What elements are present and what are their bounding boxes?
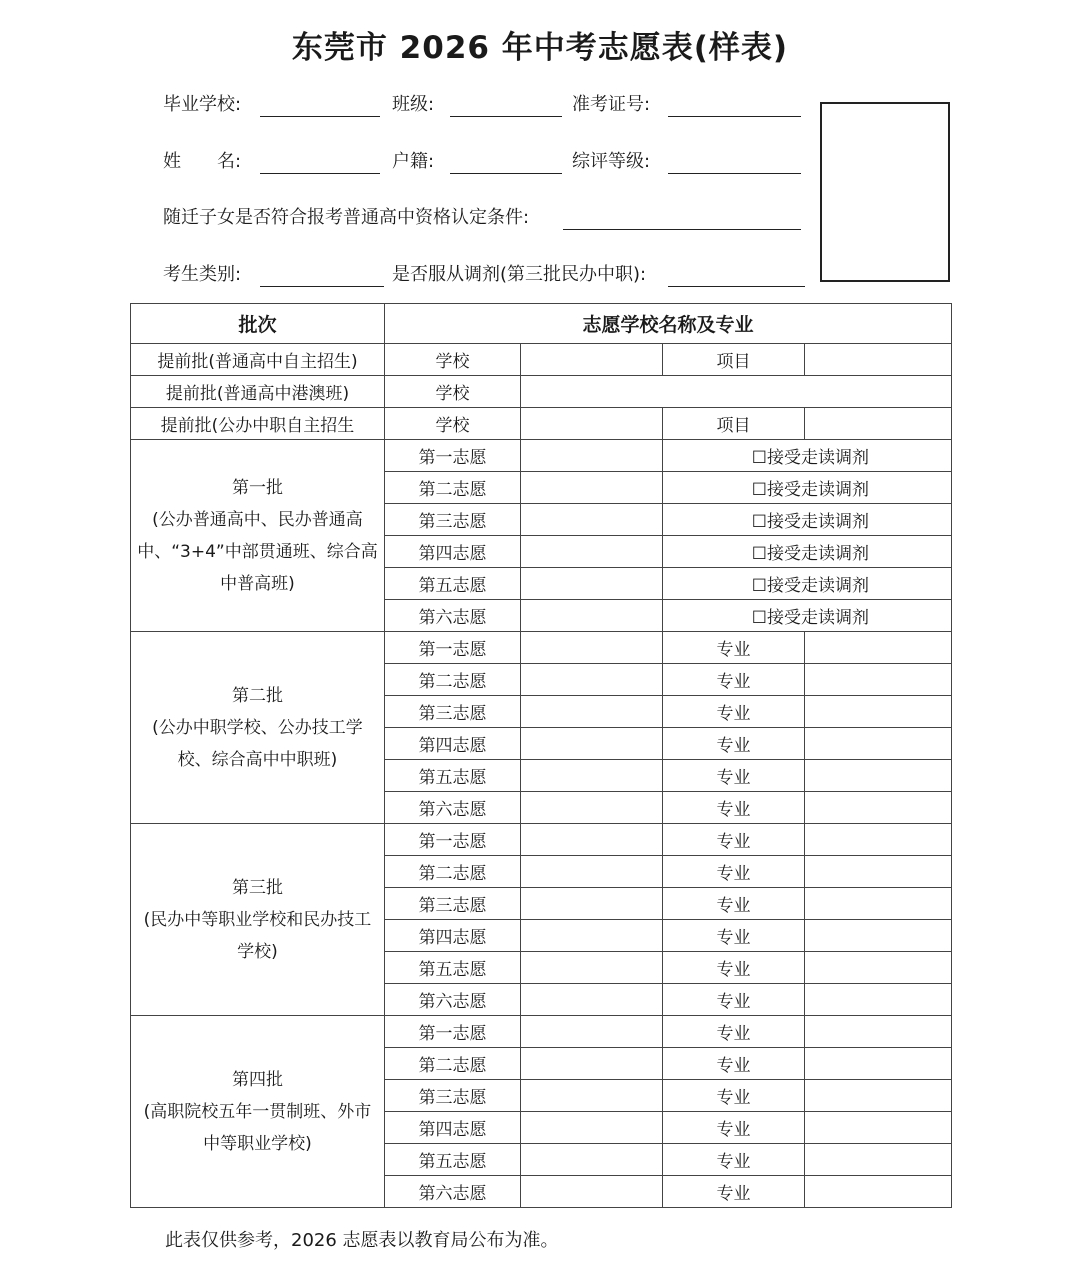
school-cell[interactable]	[521, 1016, 663, 1048]
choice-label: 第六志愿	[385, 1176, 521, 1208]
school-cell[interactable]	[521, 856, 663, 888]
major-label: 专业	[663, 888, 805, 920]
school-label: 学校	[385, 344, 521, 376]
major-label: 专业	[663, 984, 805, 1016]
major-label: 专业	[663, 824, 805, 856]
choice-label: 第六志愿	[385, 792, 521, 824]
item-cell[interactable]	[805, 408, 952, 440]
school-cell[interactable]	[521, 408, 663, 440]
choice-label: 第一志愿	[385, 824, 521, 856]
hukou-label: 户籍:	[392, 151, 435, 172]
major-cell[interactable]	[805, 1112, 952, 1144]
adjust-label: 是否服从调剂(第三批民办中职):	[392, 264, 647, 285]
choice-label: 第三志愿	[385, 1080, 521, 1112]
school-cell[interactable]	[521, 344, 663, 376]
batch2-cell	[131, 632, 385, 824]
accept-commute-checkbox[interactable]: ☐接受走读调剂	[663, 536, 952, 568]
major-cell[interactable]	[805, 632, 952, 664]
choice-label: 第六志愿	[385, 984, 521, 1016]
class-label: 班级:	[392, 94, 435, 115]
school-cell[interactable]	[521, 984, 663, 1016]
choice-label: 第三志愿	[385, 888, 521, 920]
page-title: 东莞市 2026 年中考志愿表(样表)	[291, 30, 789, 66]
choice-label: 第五志愿	[385, 760, 521, 792]
choice-label: 第四志愿	[385, 536, 521, 568]
early-row-2	[131, 376, 952, 408]
choice-label: 第一志愿	[385, 632, 521, 664]
school-cell[interactable]	[521, 952, 663, 984]
major-cell[interactable]	[805, 920, 952, 952]
choice-label: 第一志愿	[385, 440, 521, 472]
choice-label: 第五志愿	[385, 568, 521, 600]
class-field[interactable]	[450, 116, 562, 117]
choice-label: 第四志愿	[385, 728, 521, 760]
major-label: 专业	[663, 760, 805, 792]
item-label: 项目	[663, 408, 805, 440]
school-cell[interactable]	[521, 536, 663, 568]
major-label: 专业	[663, 728, 805, 760]
major-label: 专业	[663, 1176, 805, 1208]
school-cell[interactable]	[521, 1080, 663, 1112]
migrant-field[interactable]	[563, 229, 801, 230]
major-cell[interactable]	[805, 824, 952, 856]
school-field[interactable]	[260, 116, 380, 117]
major-label: 专业	[663, 1112, 805, 1144]
major-cell[interactable]	[805, 1048, 952, 1080]
major-cell[interactable]	[805, 1080, 952, 1112]
major-cell[interactable]	[805, 888, 952, 920]
batch1-desc: (公办普通高中、民办普通高中、“3+4”中部贯通班、综合高中普高班)	[137, 509, 378, 594]
major-cell[interactable]	[805, 792, 952, 824]
batch3-desc: (民办中等职业学校和民办技工学校)	[143, 909, 372, 962]
major-cell[interactable]	[805, 728, 952, 760]
batch1-name: 第一批	[232, 477, 283, 498]
batch3-name: 第三批	[232, 877, 283, 898]
major-label: 专业	[663, 1048, 805, 1080]
choice-label: 第一志愿	[385, 1016, 521, 1048]
choice-label: 第三志愿	[385, 504, 521, 536]
choice-label: 第二志愿	[385, 1048, 521, 1080]
major-cell[interactable]	[805, 856, 952, 888]
school-cell[interactable]	[521, 664, 663, 696]
table-header-row	[131, 304, 952, 344]
category-label: 考生类别:	[163, 264, 242, 285]
choice-table	[130, 303, 952, 1208]
school-cell[interactable]	[521, 600, 663, 632]
school-cell[interactable]	[521, 824, 663, 856]
major-cell[interactable]	[805, 952, 952, 984]
school-cell[interactable]	[521, 728, 663, 760]
batch4-row	[131, 1016, 952, 1048]
name-label: 姓 名:	[163, 151, 242, 172]
school-cell[interactable]	[521, 1144, 663, 1176]
major-cell[interactable]	[805, 664, 952, 696]
footnote: 此表仅供参考，2026 志愿表以教育局公布为准。	[165, 1230, 559, 1251]
major-cell[interactable]	[805, 1016, 952, 1048]
school-cell[interactable]	[521, 568, 663, 600]
school-label: 学校	[385, 408, 521, 440]
choice-label: 第二志愿	[385, 664, 521, 696]
school-cell[interactable]	[521, 920, 663, 952]
early-row-3	[131, 408, 952, 440]
choice-label: 第二志愿	[385, 472, 521, 504]
grade-field[interactable]	[668, 173, 801, 174]
early-batch-name: 提前批(普通高中自主招生)	[131, 344, 385, 376]
school-label: 毕业学校:	[163, 94, 242, 115]
batch2-desc: (公办中职学校、公办技工学校、综合高中中职班)	[152, 717, 363, 770]
major-label: 专业	[663, 632, 805, 664]
major-cell[interactable]	[805, 984, 952, 1016]
school-cell[interactable]	[521, 504, 663, 536]
batch4-desc: (高职院校五年一贯制班、外市中等职业学校)	[143, 1101, 372, 1154]
school-cell[interactable]	[521, 760, 663, 792]
batch1-row	[131, 440, 952, 472]
item-label: 项目	[663, 344, 805, 376]
major-label: 专业	[663, 920, 805, 952]
major-cell[interactable]	[805, 1176, 952, 1208]
school-cell[interactable]	[521, 1048, 663, 1080]
major-label: 专业	[663, 792, 805, 824]
major-cell[interactable]	[805, 1144, 952, 1176]
school-cell[interactable]	[521, 440, 663, 472]
school-cell[interactable]	[521, 1112, 663, 1144]
choice-label: 第三志愿	[385, 696, 521, 728]
choice-label: 第四志愿	[385, 920, 521, 952]
school-cell[interactable]	[521, 696, 663, 728]
hukou-field[interactable]	[450, 173, 562, 174]
header-batch: 批次	[131, 304, 385, 344]
choice-label: 第五志愿	[385, 1144, 521, 1176]
photo-box	[820, 102, 950, 282]
major-label: 专业	[663, 664, 805, 696]
item-cell[interactable]	[805, 344, 952, 376]
school-cell[interactable]	[521, 632, 663, 664]
grade-label: 综评等级:	[572, 151, 651, 172]
exam-no-field[interactable]	[668, 116, 801, 117]
early-batch-name: 提前批(普通高中港澳班)	[131, 376, 385, 408]
batch3-row	[131, 824, 952, 856]
adjust-field[interactable]	[668, 286, 805, 287]
batch2-name: 第二批	[232, 685, 283, 706]
accept-commute-checkbox[interactable]: ☐接受走读调剂	[663, 568, 952, 600]
school-cell[interactable]	[521, 376, 952, 408]
major-label: 专业	[663, 952, 805, 984]
major-label: 专业	[663, 1016, 805, 1048]
major-cell[interactable]	[805, 760, 952, 792]
school-label: 学校	[385, 376, 521, 408]
accept-commute-checkbox[interactable]: ☐接受走读调剂	[663, 504, 952, 536]
school-cell[interactable]	[521, 792, 663, 824]
major-cell[interactable]	[805, 696, 952, 728]
school-cell[interactable]	[521, 888, 663, 920]
accept-commute-checkbox[interactable]: ☐接受走读调剂	[663, 600, 952, 632]
batch2-row	[131, 632, 952, 664]
batch4-cell	[131, 1016, 385, 1208]
school-cell[interactable]	[521, 472, 663, 504]
choice-label: 第四志愿	[385, 1112, 521, 1144]
accept-commute-checkbox[interactable]: ☐接受走读调剂	[663, 472, 952, 504]
major-label: 专业	[663, 696, 805, 728]
migrant-label: 随迁子女是否符合报考普通高中资格认定条件:	[163, 207, 530, 228]
accept-commute-checkbox[interactable]: ☐接受走读调剂	[663, 440, 952, 472]
batch1-cell	[131, 440, 385, 632]
early-batch-name: 提前批(公办中职自主招生	[131, 408, 385, 440]
exam-no-label: 准考证号:	[572, 94, 651, 115]
category-field[interactable]	[260, 286, 384, 287]
early-row-1	[131, 344, 952, 376]
batch3-cell	[131, 824, 385, 1016]
choice-label: 第六志愿	[385, 600, 521, 632]
school-cell[interactable]	[521, 1176, 663, 1208]
header-choice: 志愿学校名称及专业	[385, 304, 952, 344]
name-field[interactable]	[260, 173, 380, 174]
batch4-name: 第四批	[232, 1069, 283, 1090]
major-label: 专业	[663, 856, 805, 888]
major-label: 专业	[663, 1080, 805, 1112]
choice-label: 第五志愿	[385, 952, 521, 984]
major-label: 专业	[663, 1144, 805, 1176]
choice-label: 第二志愿	[385, 856, 521, 888]
